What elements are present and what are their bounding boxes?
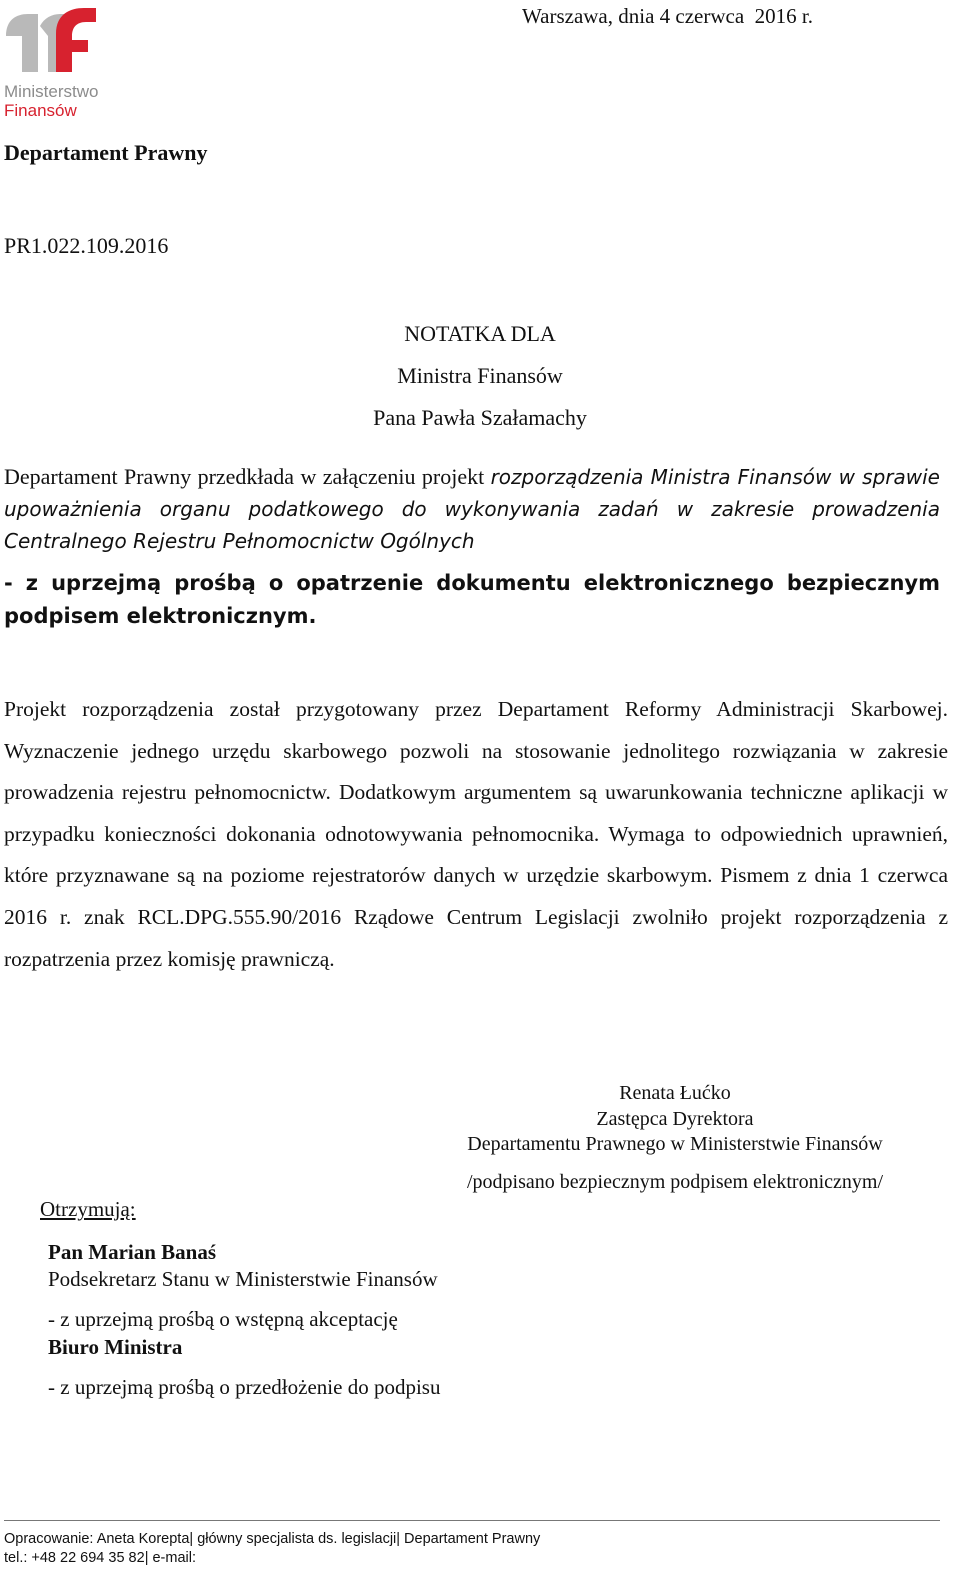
- ministry-logo-mark-icon: [4, 6, 100, 76]
- signature-note: /podpisano bezpiecznym podpisem elektronicznym/: [467, 1171, 883, 1193]
- signatory-unit: Departamentu Prawnego w Ministerstwie Finansów: [467, 1133, 883, 1155]
- regulation-title: rozporządzenia Ministra Finansów w sprawie upoważnienia organu podatkowego do wykonywania zadań w zakresie prowadzenia Centralnego Rejestru Pełnomocnictw Ogólnych: [4, 465, 940, 553]
- body-paragraph: Projekt rozporządzenia został przygotowany przez Departament Reformy Administracji Skarbowej. Wyznaczenie jednego urzędu skarbowego pozwoli na stosowanie jednolitego rozwiązania w zakresie prowadzenia rejestru pełnomocnictw. Dodatkowym argumentem są uwarunkowania techniczne aplikacji w przypadku konieczności dokonania odnotowywania pełnomocnika. Wymaga to odpowiednich uprawnień, które przyznawane są na poziome rejestratorów danych w urzędzie skarbowym. Pismem z dnia 1 czerwca 2016 r. znak RCL.DPG.555.90/2016 Rządowe Centrum Legislacji zwolniło projekt rozporządzenia z rozpatrzenia przez komisję prawniczą.: [4, 697, 948, 971]
- recipient-2-name: Biuro Ministra: [48, 1335, 183, 1359]
- recipient-2-request: - z uprzejmą prośbą o przedłożenie do podpisu: [48, 1375, 441, 1399]
- department-heading: Departament Prawny: [4, 140, 208, 165]
- footer-prepared-by: Opracowanie: Aneta Korepta| główny specjalista ds. legislacji| Departament Prawny: [4, 1531, 541, 1547]
- note-addressee-title: Ministra Finansów: [397, 363, 563, 388]
- intro-paragraph: [4, 461, 940, 557]
- logo-line-ministerstwo: Ministerstwo: [4, 82, 99, 101]
- intro-text: Departament Prawny przedkłada w załączeniu projekt: [4, 464, 491, 489]
- reference-number: PR1.022.109.2016: [4, 233, 169, 258]
- recipient-1-name: Pan Marian Banaś: [48, 1240, 217, 1264]
- ministry-logo: [4, 4, 129, 122]
- logo-line-finansow: Finansów: [4, 101, 77, 120]
- footer-contact: tel.: +48 22 694 35 82| e-mail:: [4, 1550, 196, 1566]
- recipient-1-role: Podsekretarz Stanu w Ministerstwie Finansów: [48, 1267, 438, 1291]
- signature-request: - z uprzejmą prośbą o opatrzenie dokumentu elektronicznego bezpiecznym podpisem elektronicznym.: [4, 571, 940, 628]
- note-addressee-name: Pana Pawła Szałamachy: [373, 405, 587, 430]
- recipient-1-request: - z uprzejmą prośbą o wstępną akceptację: [48, 1307, 398, 1331]
- signatory-role: Zastępca Dyrektora: [596, 1108, 754, 1130]
- footer-divider: [4, 1520, 940, 1521]
- document-date: Warszawa, dnia 4 czerwca 2016 r.: [522, 4, 814, 28]
- note-title: NOTATKA DLA: [404, 321, 556, 346]
- recipients-heading: Otrzymują:: [40, 1197, 136, 1221]
- signatory-name: Renata Łućko: [619, 1082, 731, 1104]
